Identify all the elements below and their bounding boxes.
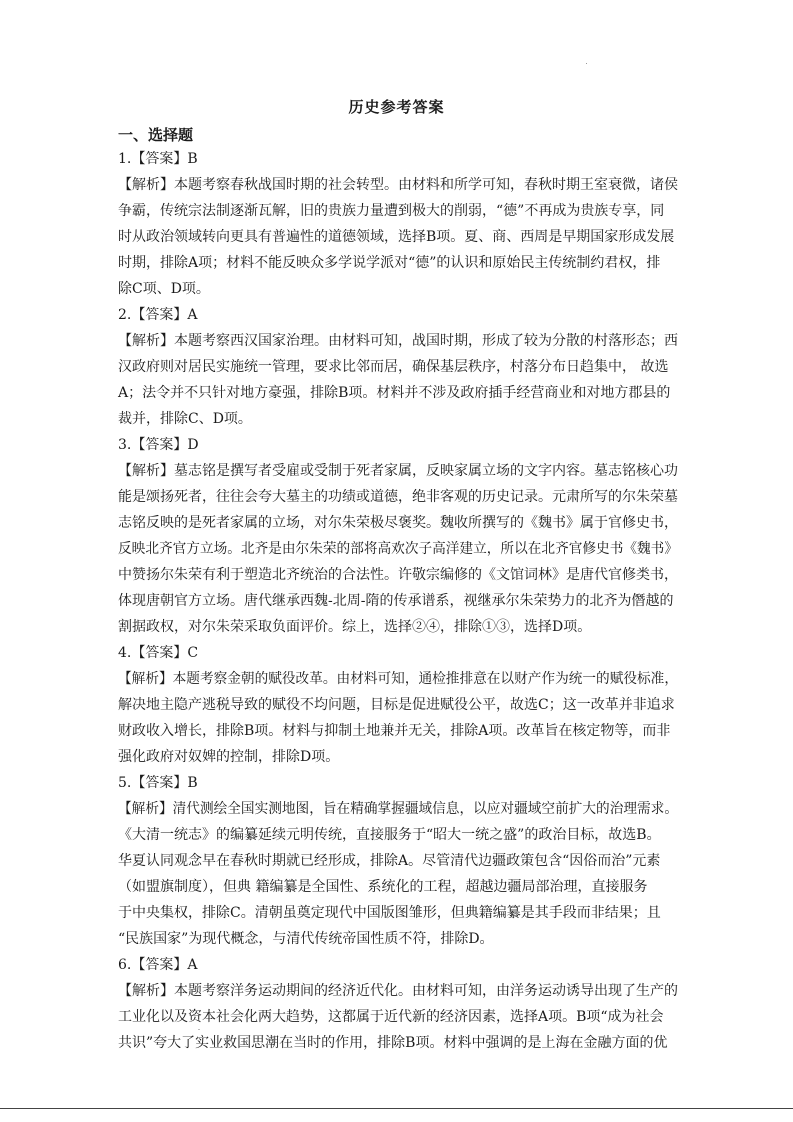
analysis-line: 【解析】本题考察春秋战国时期的社会转型。由材料和所学可知，春秋时期王室衰微，诸侯 xyxy=(118,177,678,193)
analysis-line: 强化政府对奴婢的控制，排除D项。 xyxy=(118,749,340,765)
analysis-line: 【解析】本题考察洋务运动期间的经济近代化。由材料可知，由洋务运动诱导出现了生产的 xyxy=(118,983,678,999)
answer-line: 1.【答案】B xyxy=(118,151,198,167)
answer-line: 2.【答案】A xyxy=(118,307,198,323)
page-bottom-rule xyxy=(0,1108,793,1109)
analysis-line: 能是颂扬死者，往往会夸大墓主的功绩或道德，绝非客观的历史记录。元肃所写的尔朱荣墓 xyxy=(118,489,678,505)
analysis-line: 裁并，排除C、D项。 xyxy=(118,411,252,427)
analysis-line: 反映北齐官方立场。北齐是由尔朱荣的部将高欢次子高洋建立，所以在北齐官修史书《魏书》 xyxy=(118,541,678,557)
answer-line: 6.【答案】A xyxy=(118,957,198,973)
analysis-line: 《大清一统志》的编纂延续元明传统，直接服务于“昭大一统之盛”的政治目标，故选B。 xyxy=(118,827,661,843)
section-heading: 一、选择题 xyxy=(118,126,194,144)
analysis-line: 解决地主隐产逃税导致的赋役不均问题，目标是促进赋役公平，故选C；这一改革并非追求 xyxy=(118,697,675,713)
answer-line: 5.【答案】B xyxy=(118,775,198,791)
analysis-line: 除C项、D项。 xyxy=(118,281,210,297)
answer-line: 4.【答案】C xyxy=(118,645,199,661)
analysis-line: A；法令并不只针对地方豪强，排除B项。材料并不涉及政府插手经营商业和对地方郡县的 xyxy=(118,385,671,401)
analysis-line: 志铭反映的是死者家属的立场，对尔朱荣极尽褒奖。魏收所撰写的《魏书》属于官修史书， xyxy=(118,515,678,531)
analysis-line: 时从政治领域转向更具有普遍性的道德领域，选择B项。夏、商、西周是早期国家形成发展 xyxy=(118,229,675,245)
analysis-line: 【解析】墓志铭是撰写者受雇或受制于死者家属，反映家属立场的文字内容。墓志铭核心功 xyxy=(118,463,678,479)
analysis-line: 汉政府则对居民实施统一管理，要求比邻而居，确保基层秩序，村落分布日趋集中， 故选 xyxy=(118,359,669,375)
analysis-line: “民族国家”为现代概念，与清代传统帝国性质不符，排除D。 xyxy=(118,931,494,947)
analysis-line: 工业化以及资本社会化两大趋势，这都属于近代新的经济因素，选择A项。B项“成为社会 xyxy=(118,1009,664,1025)
analysis-line: 共识”夸大了实业救国思潮在当时的作用，排除B项。材料中强调的是上海在金融方面的优 xyxy=(118,1035,668,1051)
analysis-line: 于中央集权，排除C。清朝虽奠定现代中国版图雏形，但典籍编纂是其手段而非结果；且 xyxy=(118,905,661,921)
analysis-line: 中赞扬尔朱荣有利于塑造北齐统治的合法性。许敬宗编修的《文馆词林》是唐代官修类书， xyxy=(118,567,678,583)
analysis-line: 华夏认同观念早在春秋时期就已经形成，排除A。尽管清代边疆政策包含“因俗而治”元素 xyxy=(118,853,661,869)
answer-line: 3.【答案】D xyxy=(118,437,199,453)
analysis-line: 争霸，传统宗法制逐渐瓦解，旧的贵族力量遭到极大的削弱，“德”不再成为贵族专享，同 xyxy=(118,203,665,219)
page-title: 历史参考答案 xyxy=(348,98,445,116)
analysis-line: 时期，排除A项；材料不能反映众多学说学派对“德”的认识和原始民主传统制约君权，排 xyxy=(118,255,661,271)
analysis-line: （如盟旗制度），但典 籍编纂是全国性、系统化的工程，超越边疆局部治理，直接服务 xyxy=(118,879,648,895)
scan-speck xyxy=(198,1029,200,1030)
analysis-line: 财政收入增长，排除B项。材料与抑制土地兼并无关，排除A项。改革旨在核定物等，而非 xyxy=(118,723,671,739)
analysis-line: 割据政权，对尔朱荣采取负面评价。综上，选择②④，排除①③，选择D项。 xyxy=(118,619,592,635)
analysis-line: 【解析】本题考察金朝的赋役改革。由材料可知，通检推排意在以财产作为统一的赋役标准， xyxy=(118,671,678,687)
analysis-line: 【解析】本题考察西汉国家治理。由材料可知，战国时期，形成了较为分散的村落形态；西 xyxy=(118,333,678,349)
analysis-line: 【解析】清代测绘全国实测地图，旨在精确掌握疆域信息，以应对疆域空前扩大的治理需求。 xyxy=(118,801,678,817)
analysis-line: 体现唐朝官方立场。唐代继承西魏-北周-隋的传承谱系，视继承尔朱荣势力的北齐为僭越的 xyxy=(118,593,674,609)
scan-speck xyxy=(586,63,587,64)
